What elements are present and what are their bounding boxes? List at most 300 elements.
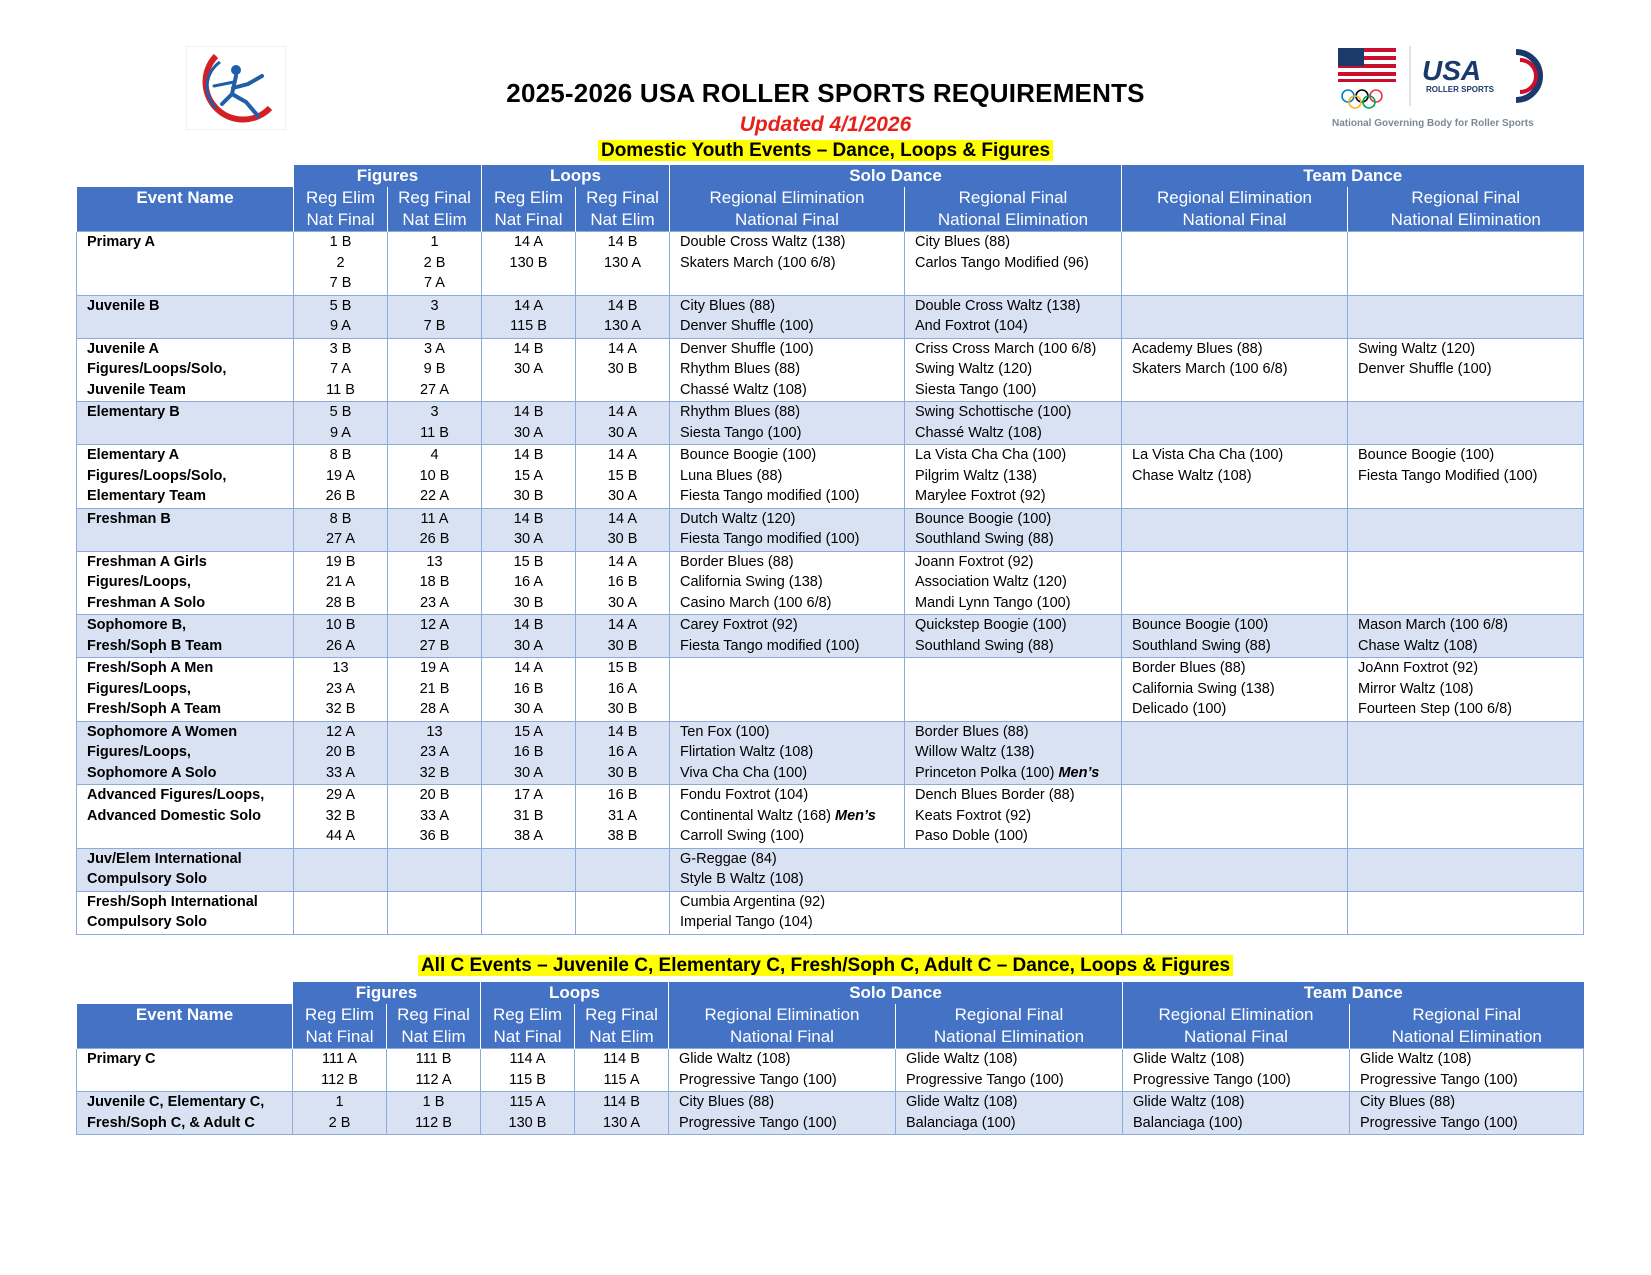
- cell-line: 114 A: [509, 1051, 546, 1067]
- figures-reg-final-cell: [388, 508, 482, 551]
- empty-cell: [1348, 891, 1584, 934]
- header-figures: Figures: [293, 982, 481, 1004]
- cell-line: 27 A: [325, 531, 356, 547]
- loops-reg-elim-cell: [481, 1049, 575, 1092]
- cell-line: Glide Waltz (108): [1133, 1051, 1245, 1067]
- cell-line: Skaters March (100 6/8): [680, 254, 836, 271]
- solo-reg-final-cell: [896, 1049, 1123, 1092]
- team-reg-final-cell: [1348, 402, 1584, 445]
- empty-cell: [1348, 848, 1584, 891]
- cell-line: City Blues (88): [915, 234, 1011, 250]
- cell-line: Bounce Boogie (100): [680, 447, 817, 463]
- cell-line: Chase Waltz (108): [1132, 467, 1252, 484]
- figures-reg-final-cell: [388, 445, 482, 509]
- mens-note: Men’s: [1058, 764, 1100, 781]
- cell-line: 112 B: [415, 1114, 452, 1131]
- cell-line: Juvenile Team: [87, 381, 186, 398]
- cell-line: 33 A: [419, 807, 450, 824]
- solo-reg-elim-cell: [670, 445, 905, 509]
- cell-line: Figures/Loops/Solo,: [87, 361, 227, 377]
- empty-cell: [482, 848, 576, 891]
- cell-line: 115 B: [510, 318, 547, 334]
- loops-reg-elim-cell: [482, 295, 576, 338]
- cell-line: Association Waltz (120): [915, 574, 1067, 590]
- cell-line: Figures/Loops,: [87, 574, 191, 590]
- event-name-cell: [77, 508, 294, 551]
- cell-line: Viva Cha Cha (100): [680, 764, 808, 781]
- solo-reg-final-cell: [896, 1092, 1123, 1135]
- cell-line: 14 A: [607, 404, 638, 420]
- cell-line: 16 A: [513, 574, 544, 590]
- cell-line: Willow Waltz (138): [915, 744, 1035, 760]
- loops-reg-elim-cell: [482, 551, 576, 615]
- cell-line: Glide Waltz (108): [1360, 1051, 1472, 1067]
- cell-line: California Swing (138): [680, 574, 823, 590]
- cell-line: Figures/Loops,: [87, 680, 191, 697]
- svg-text:National Governing Body for Ro: National Governing Body for Roller Sports: [1332, 118, 1534, 129]
- figures-reg-elim-cell: [294, 402, 388, 445]
- solo-reg-elim-cell: [670, 551, 905, 615]
- team-reg-final-cell: [1348, 615, 1584, 658]
- loops-reg-elim-cell: [482, 508, 576, 551]
- cell-line: 115 A: [509, 1094, 546, 1110]
- solo-reg-elim-cell: [670, 508, 905, 551]
- figures-reg-elim-cell: [294, 615, 388, 658]
- cell-line: 16 B: [513, 744, 544, 760]
- cell-line: 10 B: [325, 617, 356, 633]
- solo-reg-final-cell: [905, 508, 1122, 551]
- table-row: [77, 658, 1584, 722]
- cell-line: Freshman A Girls: [87, 553, 207, 570]
- header-event-name: Event Name: [77, 187, 294, 232]
- cell-line: Pilgrim Waltz (138): [915, 467, 1037, 484]
- figures-reg-final-cell: [388, 615, 482, 658]
- cell-line: Paso Doble (100): [915, 828, 1028, 844]
- table-row: [77, 402, 1584, 445]
- cell-line: 2: [336, 254, 345, 271]
- loops-reg-final-cell: [576, 658, 670, 722]
- header-loop-reg-final: Reg Final Nat Elim: [576, 187, 670, 232]
- team-reg-elim-cell: [1122, 232, 1348, 296]
- table-row: [77, 1092, 1584, 1135]
- cell-line: 3: [430, 297, 439, 314]
- cell-line: Carroll Swing (100): [680, 828, 805, 844]
- header-solo-dance: Solo Dance: [670, 165, 1122, 187]
- solo-reg-elim-cell: [670, 658, 905, 722]
- cell-line: Casino March (100 6/8): [680, 594, 832, 611]
- section-title-domestic: Domestic Youth Events – Dance, Loops & Figures: [0, 140, 1651, 162]
- empty-cell: [576, 848, 670, 891]
- cell-line: Fresh/Soph International: [87, 893, 258, 910]
- cell-line: Juv/Elem International: [87, 850, 242, 867]
- cell-line: 14 A: [607, 340, 638, 357]
- cell-line: 30 B: [607, 361, 638, 377]
- cell-line: Skaters March (100 6/8): [1132, 361, 1288, 377]
- cell-line: 16 A: [607, 680, 638, 697]
- cell-line: Continental Waltz (168) Men’s: [680, 807, 876, 824]
- cell-line: 26 B: [325, 488, 356, 504]
- loops-reg-elim-cell: [482, 445, 576, 509]
- event-name-cell: [77, 848, 294, 891]
- cell-line: 26 B: [419, 531, 450, 547]
- header-solo-reg-final: Regional Final National Elimination: [896, 1004, 1123, 1049]
- cell-line: 14 B: [513, 340, 544, 357]
- empty-cell: [294, 848, 388, 891]
- cell-line: 18 B: [419, 574, 450, 590]
- cell-line: 111 A: [322, 1051, 357, 1067]
- solo-reg-final-cell: [905, 615, 1122, 658]
- cell-line: 30 A: [607, 594, 638, 611]
- domestic-requirements-table: [76, 165, 1584, 935]
- section-title-c-events: All C Events – Juvenile C, Elementary C, Fresh/Soph C, Adult C – Dance, Loops & Figures: [0, 955, 1651, 977]
- cell-line: City Blues (88): [679, 1094, 775, 1110]
- header-loops: Loops: [481, 982, 669, 1004]
- solo-reg-elim-cell: [670, 615, 905, 658]
- cell-line: Carlos Tango Modified (96): [915, 254, 1089, 271]
- cell-line: 30 B: [607, 637, 638, 654]
- cell-line: Cumbia Argentina (92): [680, 893, 826, 910]
- header-solo-reg-final: Regional Final National Elimination: [905, 187, 1122, 232]
- cell-line: 115 A: [603, 1071, 640, 1088]
- cell-line: 29 A: [325, 787, 356, 803]
- cell-line: 130 B: [509, 254, 548, 271]
- cell-line: 16 B: [607, 787, 638, 803]
- cell-line: Chassé Waltz (108): [915, 424, 1042, 441]
- cell-line: Sophomore A Solo: [87, 764, 217, 781]
- cell-line: 12 A: [325, 723, 356, 740]
- cell-line: 15 A: [513, 723, 544, 740]
- cell-line: 7 B: [329, 275, 352, 291]
- header-fig-reg-final: Reg Final Nat Elim: [388, 187, 482, 232]
- cell-line: Border Blues (88): [915, 723, 1029, 740]
- figures-reg-final-cell: [388, 232, 482, 296]
- loops-reg-elim-cell: [482, 232, 576, 296]
- loops-reg-final-cell: [576, 445, 670, 509]
- figures-reg-elim-cell: [294, 658, 388, 722]
- cell-line: Denver Shuffle (100): [680, 340, 814, 357]
- cell-line: Ten Fox (100): [680, 723, 770, 740]
- loops-reg-final-cell: [576, 785, 670, 849]
- cell-line: 30 A: [513, 637, 544, 654]
- cell-line: Chase Waltz (108): [1358, 637, 1478, 654]
- cell-line: 28 B: [325, 594, 356, 611]
- svg-text:USA: USA: [1422, 55, 1482, 86]
- cell-line: California Swing (138): [1132, 680, 1275, 697]
- cell-line: 5 B: [329, 404, 352, 420]
- cell-line: Elementary A: [87, 447, 180, 463]
- cell-line: Fiesta Tango modified (100): [680, 488, 860, 504]
- figures-reg-elim-cell: [294, 508, 388, 551]
- loops-reg-elim-cell: [482, 785, 576, 849]
- header-solo-reg-elim: Regional Elimination National Final: [669, 1004, 896, 1049]
- cell-line: Fourteen Step (100 6/8): [1358, 701, 1512, 717]
- cell-line: Glide Waltz (108): [1133, 1094, 1245, 1110]
- team-reg-elim-cell: [1122, 615, 1348, 658]
- cell-line: 3 A: [424, 340, 445, 357]
- figures-reg-elim-cell: [293, 1049, 387, 1092]
- cell-line: 21 A: [325, 574, 356, 590]
- team-reg-elim-cell: [1122, 658, 1348, 722]
- cell-line: Sophomore A Women: [87, 723, 238, 740]
- team-reg-elim-cell: [1122, 295, 1348, 338]
- cell-line: 23 A: [419, 594, 450, 611]
- cell-line: 30 B: [607, 531, 638, 547]
- loops-reg-elim-cell: [482, 721, 576, 785]
- loops-reg-final-cell: [576, 551, 670, 615]
- cell-line: Figures/Loops,: [87, 744, 191, 760]
- table-row: [77, 615, 1584, 658]
- empty-cell: [388, 848, 482, 891]
- cell-line: Chassé Waltz (108): [680, 381, 807, 398]
- cell-line: 12 A: [419, 617, 450, 633]
- table-row: [77, 445, 1584, 509]
- table-row: [77, 295, 1584, 338]
- cell-line: 30 B: [513, 488, 544, 504]
- solo-reg-final-cell: [905, 721, 1122, 785]
- cell-line: 11 A: [420, 510, 449, 527]
- cell-line: Dutch Waltz (120): [680, 510, 796, 527]
- header-solo-dance: Solo Dance: [669, 982, 1123, 1004]
- solo-reg-final-cell: [905, 785, 1122, 849]
- cell-line: 19 A: [419, 660, 450, 676]
- mens-note: Men’s: [835, 807, 876, 824]
- cell-line: 15 B: [607, 660, 638, 676]
- cell-line: Compulsory Solo: [87, 871, 208, 887]
- loops-reg-final-cell: [576, 508, 670, 551]
- cell-line: Dench Blues Border (88): [915, 787, 1075, 803]
- cell-line: And Foxtrot (104): [915, 318, 1028, 334]
- figures-reg-elim-cell: [294, 721, 388, 785]
- figures-reg-elim-cell: [294, 232, 388, 296]
- team-reg-final-cell: [1348, 338, 1584, 402]
- cell-line: Sophomore B,: [87, 617, 187, 633]
- figures-reg-final-cell: [388, 658, 482, 722]
- cell-line: JoAnn Foxtrot (92): [1358, 660, 1479, 676]
- header-fig-reg-elim: Reg Elim Nat Final: [294, 187, 388, 232]
- figures-reg-final-cell: [388, 721, 482, 785]
- cell-line: 30 B: [513, 594, 544, 611]
- table-row: [77, 848, 1584, 891]
- svg-text:ROLLER SPORTS: ROLLER SPORTS: [1426, 85, 1495, 94]
- cell-line: 130 A: [603, 318, 642, 334]
- cell-line: 5 B: [329, 297, 352, 314]
- cell-line: Denver Shuffle (100): [680, 318, 814, 334]
- cell-line: 130 A: [603, 254, 642, 271]
- figures-reg-elim-cell: [294, 338, 388, 402]
- cell-line: Bounce Boogie (100): [915, 510, 1052, 527]
- solo-compulsory-cell: [670, 891, 1122, 934]
- cell-line: Progressive Tango (100): [1360, 1114, 1518, 1131]
- cell-line: Elementary Team: [87, 488, 207, 504]
- event-name-cell: [77, 295, 294, 338]
- loops-reg-final-cell: [576, 402, 670, 445]
- cell-line: Juvenile C, Elementary C,: [87, 1094, 265, 1110]
- team-reg-final-cell: [1350, 1092, 1584, 1135]
- cell-line: 30 A: [513, 764, 544, 781]
- figures-reg-final-cell: [388, 338, 482, 402]
- cell-line: G-Reggae (84): [680, 850, 777, 867]
- cell-line: 32 B: [419, 764, 450, 781]
- cell-line: Criss Cross March (100 6/8): [915, 340, 1097, 357]
- cell-line: 16 B: [607, 574, 638, 590]
- solo-reg-final-cell: [905, 551, 1122, 615]
- cell-line: 1 B: [422, 1094, 445, 1110]
- cell-line: 130 A: [602, 1114, 641, 1131]
- figures-reg-final-cell: [388, 785, 482, 849]
- header-event-name: Event Name: [77, 1004, 293, 1049]
- cell-line: 7 B: [423, 318, 446, 334]
- header-team-reg-final: Regional Final National Elimination: [1348, 187, 1584, 232]
- cell-line: Denver Shuffle (100): [1358, 361, 1492, 377]
- header-loop-reg-elim: Reg Elim Nat Final: [482, 187, 576, 232]
- table-row: [77, 891, 1584, 934]
- loops-reg-final-cell: [576, 721, 670, 785]
- header-loop-reg-final: Reg Final Nat Elim: [575, 1004, 669, 1049]
- cell-line: Fondu Foxtrot (104): [680, 787, 809, 803]
- figures-reg-final-cell: [387, 1092, 481, 1135]
- cell-line: Style B Waltz (108): [680, 871, 804, 887]
- table-row: [77, 785, 1584, 849]
- event-name-cell: [77, 551, 294, 615]
- solo-reg-elim-cell: [670, 785, 905, 849]
- cell-line: 14 B: [607, 234, 638, 250]
- cell-line: Swing Schottische (100): [915, 404, 1072, 420]
- cell-line: 7 A: [330, 361, 351, 377]
- cell-line: 38 A: [513, 828, 544, 844]
- cell-line: 14 B: [513, 510, 544, 527]
- cell-line: La Vista Cha Cha (100): [915, 447, 1067, 463]
- cell-line: Border Blues (88): [680, 553, 794, 570]
- header-team-reg-elim: Regional Elimination National Final: [1123, 1004, 1350, 1049]
- cell-line: Marylee Foxtrot (92): [915, 488, 1046, 504]
- event-name-cell: [77, 232, 294, 296]
- cell-line: 13: [426, 723, 443, 740]
- cell-line: Progressive Tango (100): [679, 1071, 837, 1088]
- cell-line: Compulsory Solo: [87, 914, 208, 930]
- solo-reg-elim-cell: [670, 232, 905, 296]
- cell-line: Southland Swing (88): [1132, 637, 1271, 654]
- team-reg-elim-cell: [1122, 721, 1348, 785]
- cell-line: 23 A: [325, 680, 356, 697]
- table-row: [77, 551, 1584, 615]
- cell-line: Freshman B: [87, 510, 171, 527]
- cell-line: 15 A: [513, 467, 544, 484]
- empty-cell: [1122, 891, 1348, 934]
- cell-line: 14 A: [607, 617, 638, 633]
- solo-reg-final-cell: [905, 295, 1122, 338]
- cell-line: 10 B: [419, 467, 450, 484]
- cell-line: Primary A: [87, 234, 155, 250]
- team-reg-final-cell: [1348, 295, 1584, 338]
- team-reg-final-cell: [1348, 551, 1584, 615]
- team-reg-elim-cell: [1123, 1049, 1350, 1092]
- team-reg-final-cell: [1348, 232, 1584, 296]
- team-reg-elim-cell: [1122, 445, 1348, 509]
- cell-line: Progressive Tango (100): [1360, 1071, 1518, 1088]
- cell-line: Fresh/Soph B Team: [87, 637, 223, 654]
- cell-line: Imperial Tango (104): [680, 914, 813, 930]
- cell-line: 31 B: [513, 807, 544, 824]
- cell-line: Fresh/Soph A Team: [87, 701, 222, 717]
- empty-cell: [1122, 848, 1348, 891]
- cell-line: Glide Waltz (108): [906, 1051, 1018, 1067]
- cell-line: 21 B: [419, 680, 450, 697]
- cell-line: 32 B: [325, 807, 356, 824]
- cell-line: Progressive Tango (100): [1133, 1071, 1291, 1088]
- cell-line: Quickstep Boogie (100): [915, 617, 1067, 633]
- event-name-cell: [77, 615, 294, 658]
- team-reg-final-cell: [1348, 785, 1584, 849]
- empty-cell: [388, 891, 482, 934]
- loops-reg-elim-cell: [482, 338, 576, 402]
- team-reg-final-cell: [1348, 721, 1584, 785]
- cell-line: 22 A: [419, 488, 450, 504]
- loops-reg-elim-cell: [482, 658, 576, 722]
- loops-reg-final-cell: [576, 338, 670, 402]
- team-reg-final-cell: [1348, 508, 1584, 551]
- cell-line: Princeton Polka (100) Men’s: [915, 764, 1100, 781]
- team-reg-elim-cell: [1123, 1092, 1350, 1135]
- figures-reg-final-cell: [387, 1049, 481, 1092]
- table-row: [77, 232, 1584, 296]
- solo-reg-elim-cell: [670, 295, 905, 338]
- empty-cell: [576, 891, 670, 934]
- figures-reg-final-cell: [388, 295, 482, 338]
- updated-date: Updated 4/1/2026: [739, 113, 912, 136]
- cell-line: Rhythm Blues (88): [680, 404, 801, 420]
- figures-reg-elim-cell: [293, 1092, 387, 1135]
- header-team-dance: Team Dance: [1122, 165, 1584, 187]
- cell-line: 28 A: [419, 701, 450, 717]
- cell-line: 30 A: [513, 361, 544, 377]
- event-name-cell: [77, 1049, 293, 1092]
- figures-reg-elim-cell: [294, 785, 388, 849]
- figures-reg-elim-cell: [294, 551, 388, 615]
- cell-line: 11 B: [326, 381, 355, 398]
- cell-line: 30 A: [513, 701, 544, 717]
- cell-line: 11 B: [420, 424, 449, 441]
- header-solo-reg-elim: Regional Elimination National Final: [670, 187, 905, 232]
- cell-line: Juvenile A: [87, 340, 159, 357]
- cell-line: Bounce Boogie (100): [1358, 447, 1495, 463]
- cell-line: City Blues (88): [680, 297, 776, 314]
- cell-line: 8 B: [329, 510, 352, 527]
- cell-line: 30 A: [607, 488, 638, 504]
- cell-line: 20 B: [325, 744, 356, 760]
- team-reg-elim-cell: [1122, 338, 1348, 402]
- cell-line: 1: [430, 234, 439, 250]
- cell-line: 23 A: [419, 744, 450, 760]
- team-reg-elim-cell: [1122, 402, 1348, 445]
- cell-line: 14 A: [513, 660, 544, 676]
- cell-line: Swing Waltz (120): [915, 361, 1033, 377]
- cell-line: 1: [335, 1094, 344, 1110]
- solo-compulsory-cell: [670, 848, 1122, 891]
- team-reg-elim-cell: [1122, 551, 1348, 615]
- event-name-cell: [77, 721, 294, 785]
- cell-line: 27 B: [419, 637, 450, 654]
- cell-line: 14 B: [607, 723, 638, 740]
- cell-line: 3 B: [329, 340, 352, 357]
- us-flag-icon: [1338, 48, 1396, 82]
- team-reg-final-cell: [1350, 1049, 1584, 1092]
- solo-reg-elim-cell: [670, 402, 905, 445]
- cell-line: 14 A: [607, 553, 638, 570]
- header-team-reg-final: Regional Final National Elimination: [1350, 1004, 1584, 1049]
- loops-reg-final-cell: [576, 232, 670, 296]
- cell-line: Southland Swing (88): [915, 637, 1054, 654]
- cell-line: 30 B: [607, 764, 638, 781]
